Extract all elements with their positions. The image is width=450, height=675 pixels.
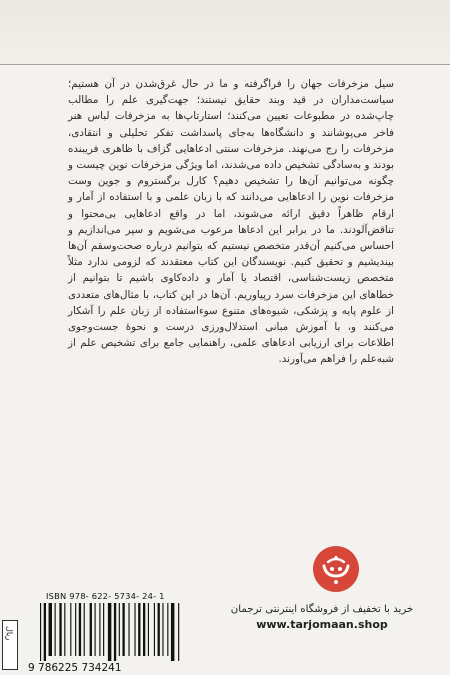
blurb-paragraph: سیل مزخرفات جهان را فراگرفته و ما در حال غرق‌شدن در آن هستیم؛ سیاست‌مداران در قید وبند حقایق نیستند؛ جهت‌گیری علم را مطالب چاپ‌شده در مطبوعات تعیین می‌کنند؛ استارتاپ‌ها به مزخرفات لباس هنر فاخر می‌پوشانند و دانشگاه‌ها به‌جای پاسداشت تفکر تحلیلی و انتقادی، مزخرفات را رج می‌نهند. مزخرفات سنتی ادعاهایی گزاف با ظاهری فریبنده بودند و به‌سادگی تشخیص داده می‌شدند، اما ویژگی مزخرفات نوین چیست و چگونه می‌توانیم آن‌ها را تشخیص دهیم؟ کارل برگستروم و جوین وست مزخرفات نوین را ادعاهایی می‌دانند که با زبان علمی و با استفاده از آمار و ارقام ظاهراً دقیق ارائه می‌شوند، اما در واقع ادعاهایی بی‌محتوا و تناقض‌آلودند. ما در برابر این ادعاها مرعوب می‌شویم و سپر می‌اندازیم و احساس می‌کنیم آن‌قدر متخصص نیستیم که بتوانیم درباره صحت‌وسقم آن‌ها بیندیشیم و تحقیق کنیم. نویسندگان این کتاب معتقدند که لزومی ندارد مثلاً متخصص زیست‌شناسی، اقتصاد یا آمار و داده‌کاوی باشیم تا بتوانیم از خطاهای این مزخرفات سرد رپیاوریم. آن‌ها در این کتاب، با مثال‌های متعددی از علوم پایه و پزشکی، شیوه‌های متنوع سوءاستفاده از زبان علم را آشکار می‌کنند و، با آموزش مبانی استدلال‌ورزی درست و نحوهٔ جست‌وجوی اطلاعات برای ارزیابی ادعاهای علمی، راهنمایی جامع برای تشخیص علم از شبه‌علم را فراهم می‌آورند. (68, 78, 394, 366)
isbn-label: ISBN 978- 622- 5734- 24- 1 (46, 591, 165, 601)
shop-url-link[interactable]: www.tarjomaan.shop (256, 618, 388, 631)
isbn-barcode (26, 601, 196, 673)
publisher-shop-info (222, 602, 422, 632)
back-cover-blurb (68, 76, 394, 368)
top-divider (0, 64, 450, 65)
isbn-digits: 9 786225 734241 (28, 662, 122, 673)
top-band (0, 0, 450, 64)
price-box-label: ریال (5, 626, 14, 641)
shop-promo-text: خرید با تخفیف از فروشگاه اینترنتی ترجمان (230, 604, 414, 615)
tarjoman-logo-icon (312, 545, 360, 593)
price-box (2, 620, 18, 670)
